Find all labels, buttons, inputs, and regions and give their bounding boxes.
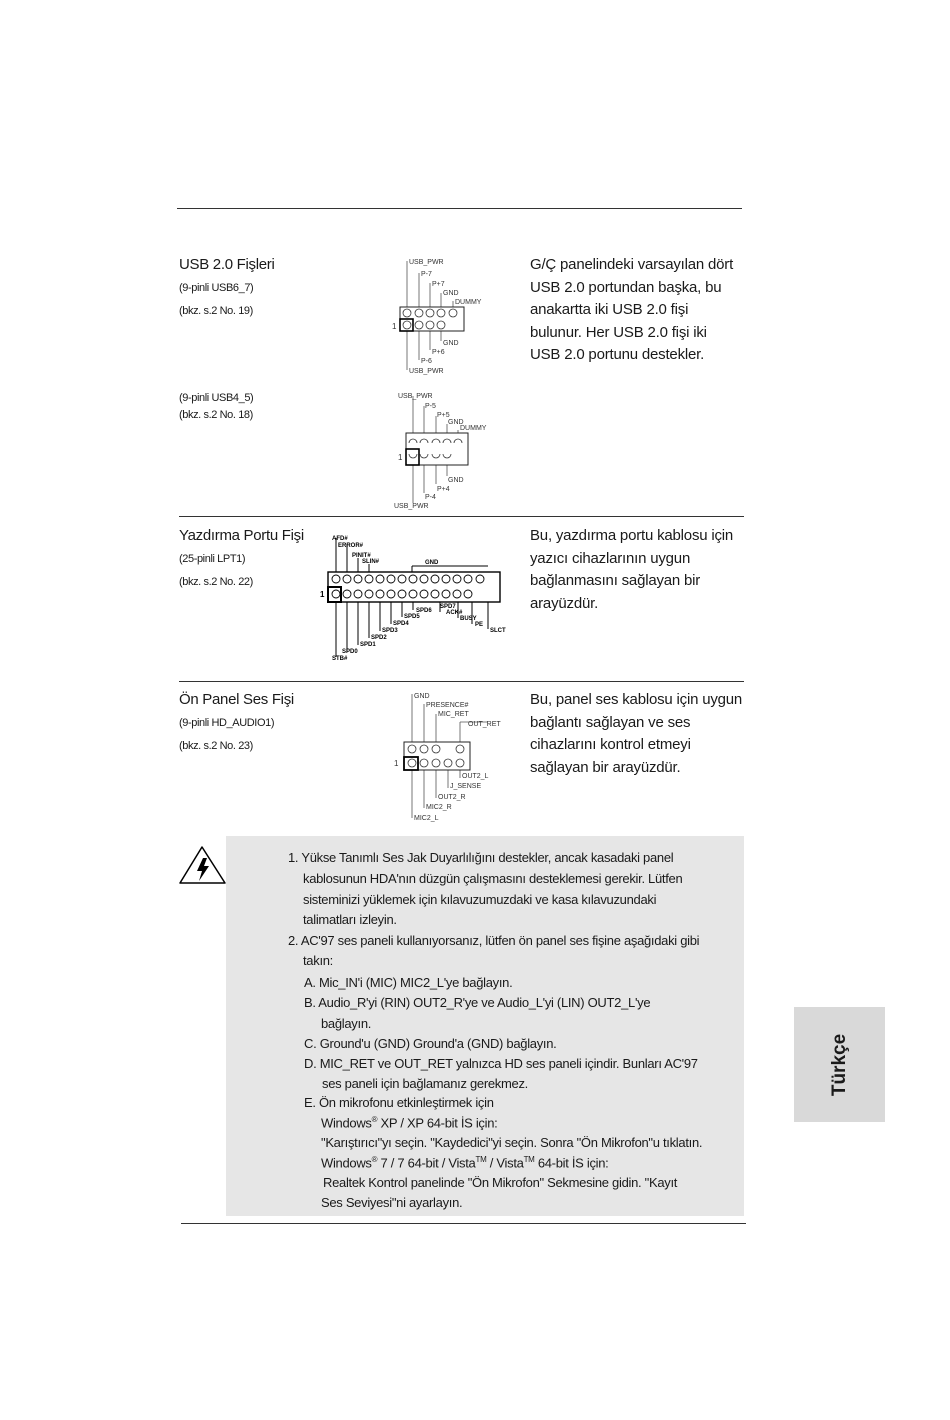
lpt-pin-diagram	[320, 532, 510, 669]
note-line-1: 1. Yükse Tanımlı Ses Jak Duyarlılığını destekler, ancak kasadaki panel	[288, 850, 674, 865]
svg-text:P+4: P+4	[437, 486, 450, 493]
usb-description: G/Ç panelindeki varsayılan dört USB 2.0 portundan başka, bu anakartta iki USB 2.0 fişi bulunur. Her USB 2.0 fişi iki USB 2.0 portunu destekler.	[530, 256, 734, 363]
svg-text:OUT_RET: OUT_RET	[468, 721, 501, 728]
svg-text:GND: GND	[448, 419, 464, 426]
svg-text:GND: GND	[443, 290, 459, 297]
printer-description: Bu, yazdırma portu kablosu için yazıcı cihazlarının uygun bağlanmasını sağlayan bir arayüzdür.	[530, 527, 734, 612]
note-line-5: 2. AC'97 ses paneli kullanıyorsanız, lütfen ön panel ses fişine aşağıdaki gibi	[288, 933, 700, 948]
svg-text:SPD4: SPD4	[393, 621, 409, 627]
note-line-7: A. Mic_IN'i (MIC) MIC2_L'ye bağlayın.	[304, 975, 513, 990]
audio-title: Ön Panel Ses Fişi	[179, 691, 294, 708]
svg-text:MIC2_R: MIC2_R	[426, 804, 452, 811]
note-line-12: ses paneli için bağlamanız gerekmez.	[322, 1076, 528, 1091]
svg-text:P+5: P+5	[437, 412, 450, 419]
note-line-10: C. Ground'u (GND) Ground'a (GND) bağlayın.	[304, 1036, 557, 1051]
usb-sub1: (9-pinli USB6_7)	[179, 282, 254, 294]
svg-text:P+6: P+6	[432, 349, 445, 356]
note-line-11: D. MIC_RET ve OUT_RET yalnızca HD ses paneli içindir. Bunları AC'97	[304, 1056, 698, 1071]
note-line-4: talimatları izleyin.	[303, 912, 397, 927]
svg-text:MIC2_L: MIC2_L	[414, 815, 439, 822]
svg-text:GND: GND	[414, 693, 430, 700]
svg-text:OUT2_L: OUT2_L	[462, 773, 489, 780]
note-windows-7: Windows® 7 / 7 64-bit / Vista™ / Vista™ 64-bit İS için:	[321, 1155, 609, 1171]
svg-text:OUT2_R: OUT2_R	[438, 794, 466, 801]
note-line-3: sisteminizi yüklemek için kılavuzumuzdaki ve kasa kılavuzundaki	[303, 892, 657, 907]
svg-text:P-6: P-6	[421, 358, 432, 365]
svg-text:USB_PWR: USB_PWR	[398, 393, 433, 400]
svg-text:GND: GND	[443, 340, 459, 347]
svg-text:SPD0: SPD0	[342, 649, 358, 655]
note-line-9: bağlayın.	[321, 1016, 372, 1031]
svg-text:PINIT#: PINIT#	[352, 553, 371, 559]
usb-title: USB 2.0 Fişleri	[179, 256, 275, 273]
top-rule	[177, 208, 742, 209]
language-tab-label: Türkçe	[828, 1033, 850, 1096]
svg-text:STB#: STB#	[332, 656, 348, 662]
svg-text:1: 1	[320, 590, 325, 599]
usb-sub3: (9-pinli USB4_5)	[179, 392, 254, 404]
svg-text:PRESENCE#: PRESENCE#	[426, 702, 469, 709]
note-line-13: E. Ön mikrofonu etkinleştirmek için	[304, 1095, 494, 1110]
svg-text:MIC_RET: MIC_RET	[438, 711, 469, 718]
svg-text:USB_PWR: USB_PWR	[409, 368, 444, 375]
language-tab	[794, 1007, 885, 1122]
usb4-5-pin-diagram	[388, 388, 508, 518]
svg-text:GND: GND	[425, 560, 439, 566]
svg-text:1: 1	[398, 453, 403, 462]
svg-text:1: 1	[394, 759, 399, 768]
note-windows-xp: Windows® XP / XP 64-bit İS için:	[321, 1115, 498, 1131]
svg-text:AFD#: AFD#	[332, 536, 348, 542]
svg-text:P-7: P-7	[421, 271, 432, 278]
svg-text:SLIN#: SLIN#	[362, 559, 380, 565]
svg-text:USB_PWR: USB_PWR	[409, 259, 444, 266]
section-divider-2	[179, 681, 744, 682]
note-line-16: Ses Seviyesi"ni ayarlayın.	[321, 1195, 463, 1210]
usb-sub4: (bkz. s.2 No. 18)	[179, 409, 253, 421]
svg-text:SPD2: SPD2	[371, 635, 387, 641]
svg-text:P-4: P-4	[425, 494, 436, 501]
note-line-2: kablosunun HDA'nın düzgün çalışmasını desteklemesi gerekir. Lütfen	[303, 871, 683, 886]
svg-text:SPD6: SPD6	[416, 608, 432, 614]
printer-title: Yazdırma Portu Fişi	[179, 527, 304, 544]
note-line-8: B. Audio_R'yi (RIN) OUT2_R'ye ve Audio_L'yi (LIN) OUT2_L'ye	[304, 995, 651, 1010]
svg-text:ACK#: ACK#	[446, 610, 463, 616]
hd-audio-pin-diagram	[362, 688, 507, 833]
svg-text:P-5: P-5	[425, 403, 436, 410]
svg-text:DUMMY: DUMMY	[460, 425, 487, 432]
svg-text:DUMMY: DUMMY	[455, 299, 482, 306]
note-line-15: Realtek Kontrol panelinde "Ön Mikrofon" Sekmesine gidin. "Kayıt	[323, 1175, 678, 1190]
svg-text:PE: PE	[475, 622, 484, 628]
svg-text:BUSY: BUSY	[460, 616, 477, 622]
svg-text:SPD1: SPD1	[360, 642, 376, 648]
note-line-14: "Karıştırıcı"yı seçin. "Kaydedici"yi seçin. Sonra "Ön Mikrofon"u tıklatın.	[321, 1135, 703, 1150]
svg-text:1: 1	[392, 322, 397, 331]
svg-text:ERROR#: ERROR#	[338, 543, 364, 549]
svg-text:J_SENSE: J_SENSE	[450, 783, 482, 790]
section-divider-1	[179, 516, 744, 517]
bottom-rule	[181, 1223, 746, 1224]
svg-text:USB_PWR: USB_PWR	[394, 503, 429, 510]
svg-text:SPD5: SPD5	[404, 614, 420, 620]
svg-text:SPD7: SPD7	[440, 604, 456, 610]
audio-sub1: (9-pinli HD_AUDIO1)	[179, 717, 275, 729]
svg-text:SLCT: SLCT	[490, 628, 506, 634]
audio-sub2: (bkz. s.2 No. 23)	[179, 740, 253, 752]
svg-text:P+7: P+7	[432, 281, 445, 288]
usb-sub2: (bkz. s.2 No. 19)	[179, 305, 253, 317]
audio-description: Bu, panel ses kablosu için uygun bağlantı sağlayan ve ses cihazlarını kontrol etmeyi sağlayan bir arayüzdür.	[530, 691, 743, 776]
svg-text:SPD3: SPD3	[382, 628, 398, 634]
printer-sub1: (25-pinli LPT1)	[179, 553, 246, 565]
note-box	[226, 836, 744, 1216]
note-line-6: takın:	[303, 953, 333, 968]
printer-sub2: (bkz. s.2 No. 22)	[179, 576, 253, 588]
svg-text:GND: GND	[448, 477, 464, 484]
warning-icon	[178, 845, 230, 892]
usb6-7-pin-diagram	[372, 255, 502, 385]
